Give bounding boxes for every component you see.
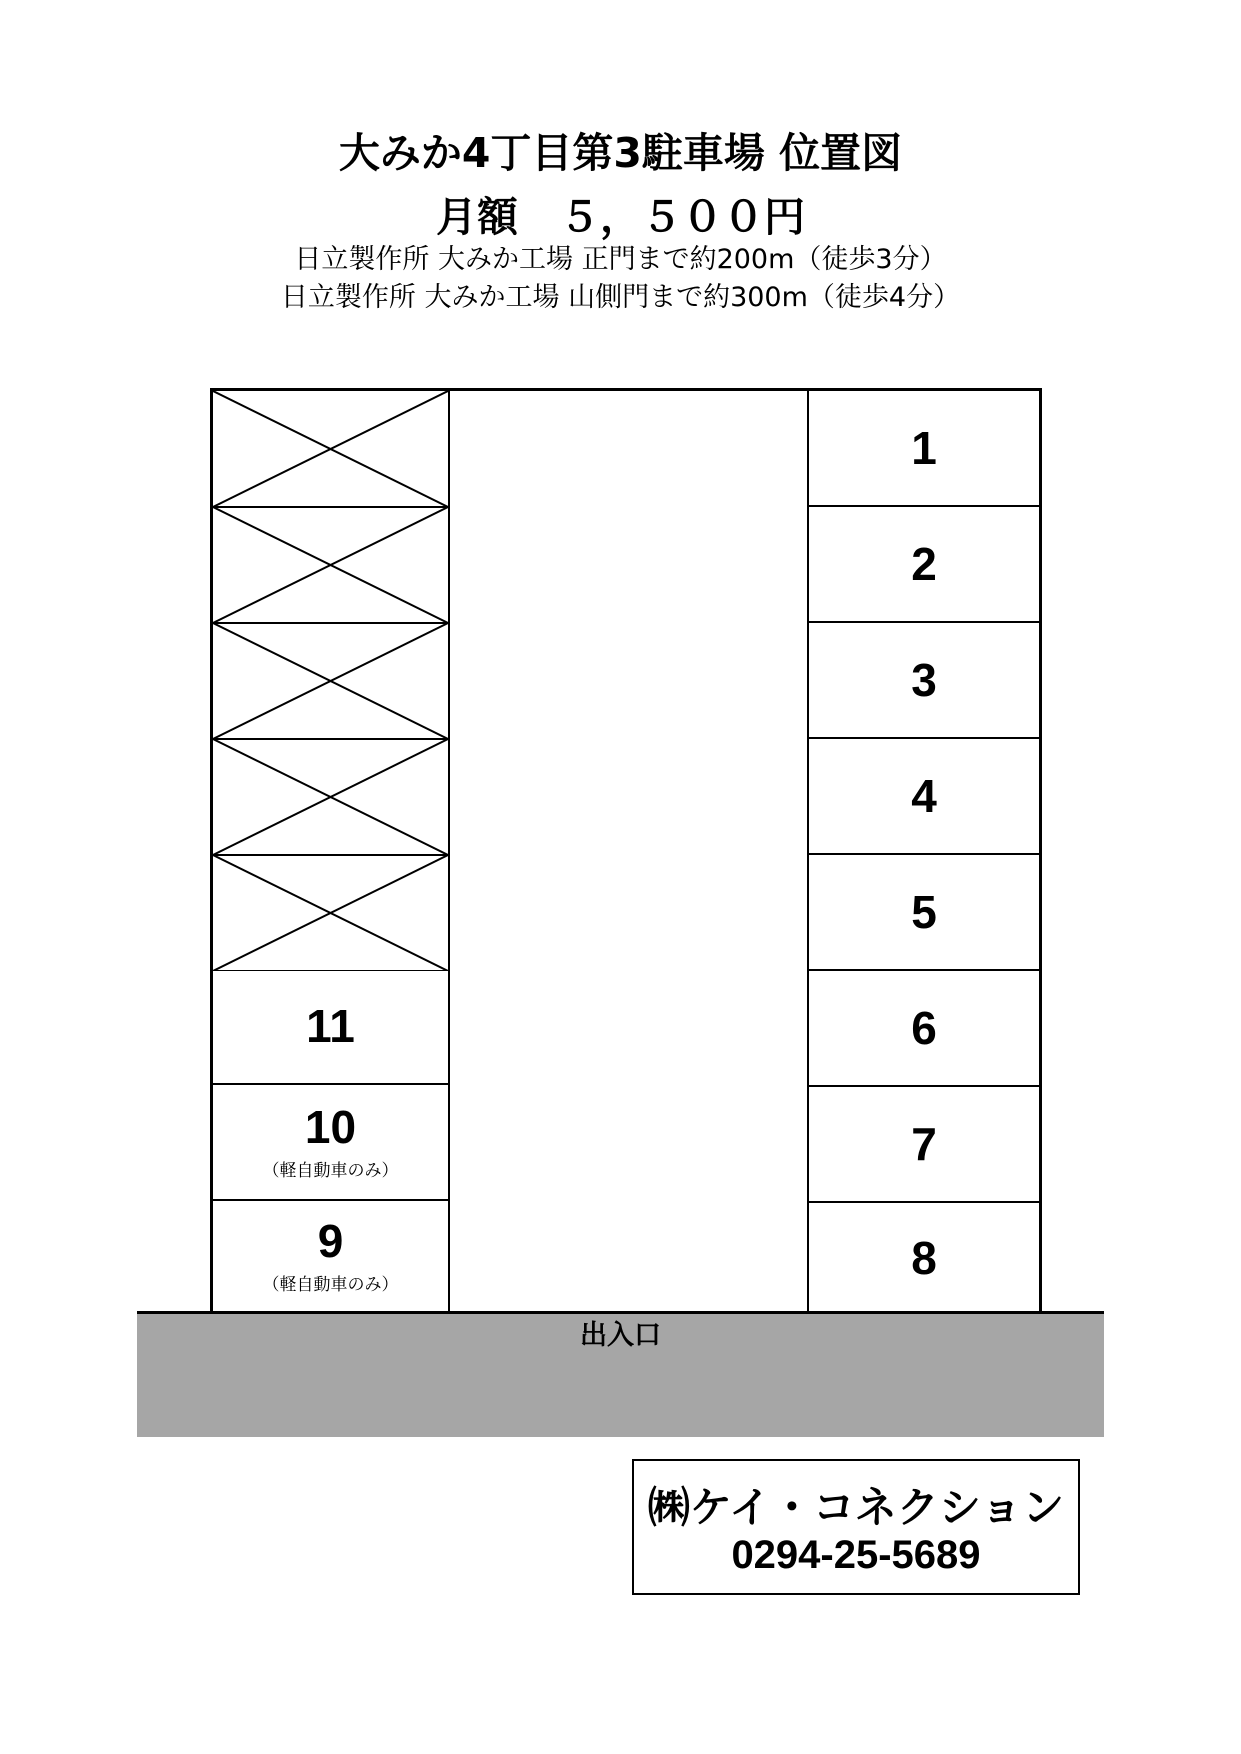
distance-main-gate: 日立製作所 大みか工場 正門まで約200m（徒歩3分）: [294, 244, 947, 275]
slot-note: （軽自動車のみ）: [262, 1275, 399, 1295]
parking-slot-11: [213, 969, 448, 1085]
parking-lot-map: [210, 388, 1042, 1312]
company-name: ㈱ケイ・コネクション: [647, 1483, 1065, 1532]
slot-number: 8: [911, 1231, 937, 1284]
slot-number: 7: [911, 1118, 937, 1170]
parking-slot-8: [809, 1203, 1039, 1312]
parking-slot-3: [809, 623, 1039, 739]
slot-number: 10: [304, 1100, 357, 1153]
page-title: 大みか4丁目第3駐車場 位置図: [338, 129, 903, 177]
parking-slot-5: [809, 855, 1039, 971]
slot-number: 4: [911, 770, 937, 822]
slot-number: 5: [911, 886, 937, 938]
monthly-price: 月額 ５，５００円: [436, 193, 805, 241]
slot-note: （軽自動車のみ）: [262, 1160, 399, 1181]
distance-side-gate: 日立製作所 大みか工場 山側門まで約300m（徒歩4分）: [280, 282, 961, 313]
company-info: [632, 1459, 1080, 1595]
slot-number: 3: [911, 654, 937, 706]
parking-slot-7: [809, 1087, 1039, 1203]
unavailable-area: [213, 391, 448, 971]
company-phone: 0294-25-5689: [731, 1533, 981, 1577]
slot-number: 9: [317, 1215, 344, 1267]
slot-number: 6: [911, 1002, 937, 1054]
parking-slot-1: [809, 391, 1039, 507]
slot-number: 1: [911, 422, 937, 474]
parking-slot-2: [809, 507, 1039, 623]
parking-slot-4: [809, 739, 1039, 855]
left-column: [213, 391, 450, 1312]
parking-slot-6: [809, 971, 1039, 1087]
parking-slot-10: [213, 1085, 448, 1201]
slot-number: 11: [306, 1000, 355, 1052]
parking-slot-9: [213, 1201, 448, 1312]
entrance-label: 出入口: [580, 1320, 661, 1351]
slot-number: 2: [911, 538, 937, 590]
right-column: [807, 391, 1039, 1312]
